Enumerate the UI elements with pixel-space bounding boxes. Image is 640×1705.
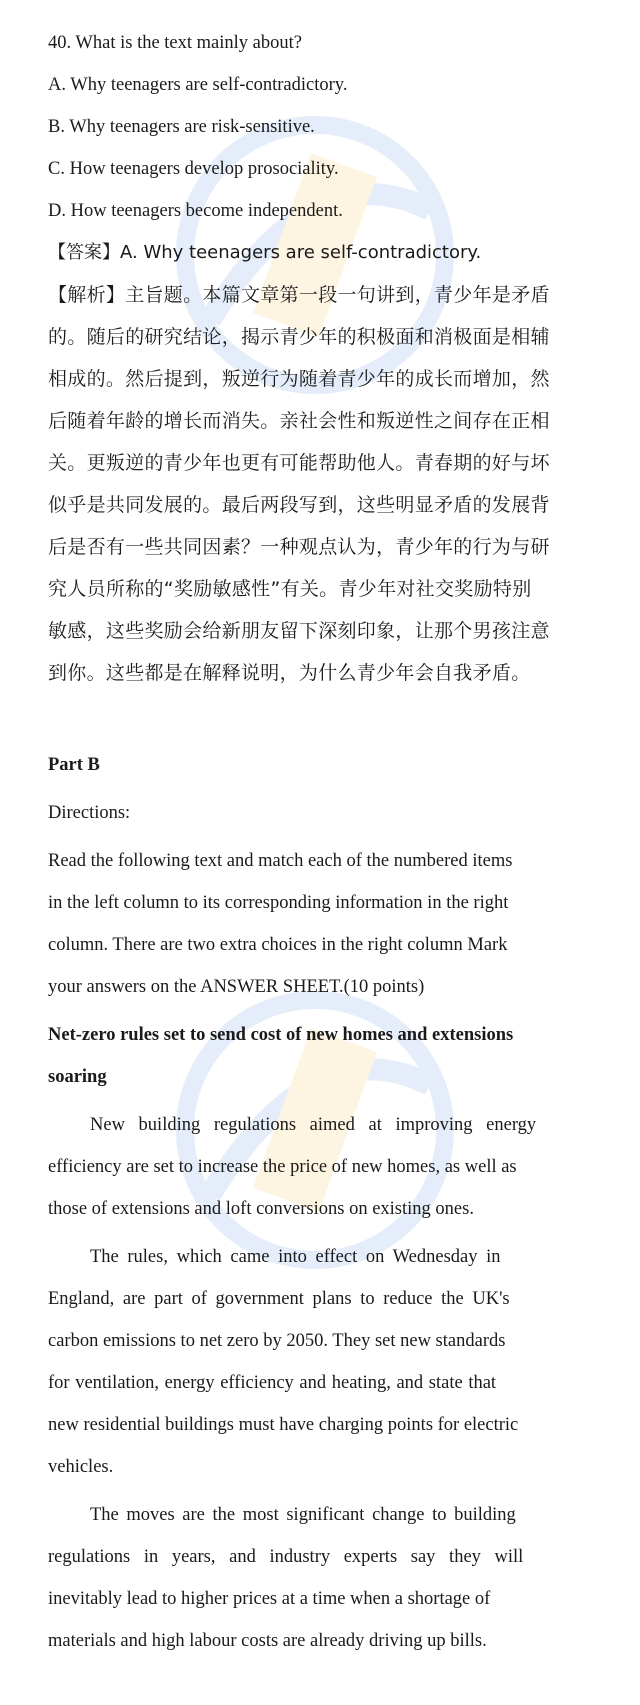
analysis-line: 关。更叛逆的青少年也更有可能帮助他人。青春期的好与坏 xyxy=(48,452,550,474)
paragraph-line: New building regulations aimed at improving energy xyxy=(90,1115,537,1135)
analysis-line: 后随着年龄的增长而消失。亲社会性和叛逆性之间存在正相 xyxy=(48,410,550,432)
article-paragraph xyxy=(48,1236,593,1488)
analysis-line: 敏感，这些奖励会给新朋友留下深刻印象，让那个男孩注意 xyxy=(48,620,550,642)
article-title xyxy=(48,1014,593,1098)
option-b: B. Why teenagers are risk-sensitive. xyxy=(48,117,315,137)
analysis-line: 相成的。然后提到，叛逆行为随着青少年的成长而增加，然 xyxy=(48,368,550,390)
option-c: C. How teenagers develop prosociality. xyxy=(48,159,339,179)
analysis-line: 【解析】主旨题。本篇文章第一段一句讲到，青少年是矛盾 xyxy=(48,284,550,306)
paragraph-line: inevitably lead to higher prices at a time when a shortage of xyxy=(48,1589,491,1609)
directions-text xyxy=(48,840,593,1008)
option-d: D. How teenagers become independent. xyxy=(48,201,343,221)
question-stem: 40. What is the text mainly about? xyxy=(48,33,302,53)
article-paragraph xyxy=(48,1494,593,1662)
paragraph-line: those of extensions and loft conversions on existing ones. xyxy=(48,1199,474,1219)
paragraph-line: materials and high labour costs are already driving up bills. xyxy=(48,1631,487,1651)
analysis-block xyxy=(48,274,593,694)
paragraph-line: regulations in years, and industry experts say they will xyxy=(48,1547,524,1567)
directions-label: Directions: xyxy=(48,803,131,823)
answer-line: 【答案】A. Why teenagers are self-contradictory. xyxy=(48,242,482,263)
directions-line: your answers on the ANSWER SHEET.(10 points) xyxy=(48,977,425,997)
paragraph-line: England, are part of government plans to reduce the UK's xyxy=(48,1289,510,1309)
analysis-line: 的。随后的研究结论，揭示青少年的积极面和消极面是相辅 xyxy=(48,326,550,348)
part-b-heading: Part B xyxy=(48,755,100,775)
option-a: A. Why teenagers are self-contradictory. xyxy=(48,75,348,95)
paragraph-line: carbon emissions to net zero by 2050. They set new standards xyxy=(48,1331,506,1351)
paragraph-line: The rules, which came into effect on Wednesday in xyxy=(90,1247,501,1267)
directions-line: in the left column to its corresponding information in the right xyxy=(48,893,509,913)
directions-line: column. There are two extra choices in the right column Mark xyxy=(48,935,508,955)
paragraph-line: efficiency are set to increase the price of new homes, as well as xyxy=(48,1157,517,1177)
article-title-line: soaring xyxy=(48,1067,107,1087)
document-page xyxy=(48,0,593,1662)
analysis-line: 究人员所称的“奖励敏感性”有关。青少年对社交奖励特别 xyxy=(48,578,532,600)
paragraph-line: new residential buildings must have charging points for electric xyxy=(48,1415,519,1435)
article-paragraph xyxy=(48,1104,593,1230)
analysis-line: 到你。这些都是在解释说明，为什么青少年会自我矛盾。 xyxy=(48,662,531,684)
paragraph-line: The moves are the most significant change to building xyxy=(90,1505,516,1525)
paragraph-line: for ventilation, energy efficiency and heating, and state that xyxy=(48,1373,497,1393)
paragraph-line: vehicles. xyxy=(48,1457,114,1477)
directions-line: Read the following text and match each of the numbered items xyxy=(48,851,513,871)
analysis-line: 后是否有一些共同因素？一种观点认为，青少年的行为与研 xyxy=(48,536,550,558)
analysis-line: 似乎是共同发展的。最后两段写到，这些明显矛盾的发展背 xyxy=(48,494,550,516)
article-title-line: Net-zero rules set to send cost of new homes and extensions xyxy=(48,1025,514,1045)
